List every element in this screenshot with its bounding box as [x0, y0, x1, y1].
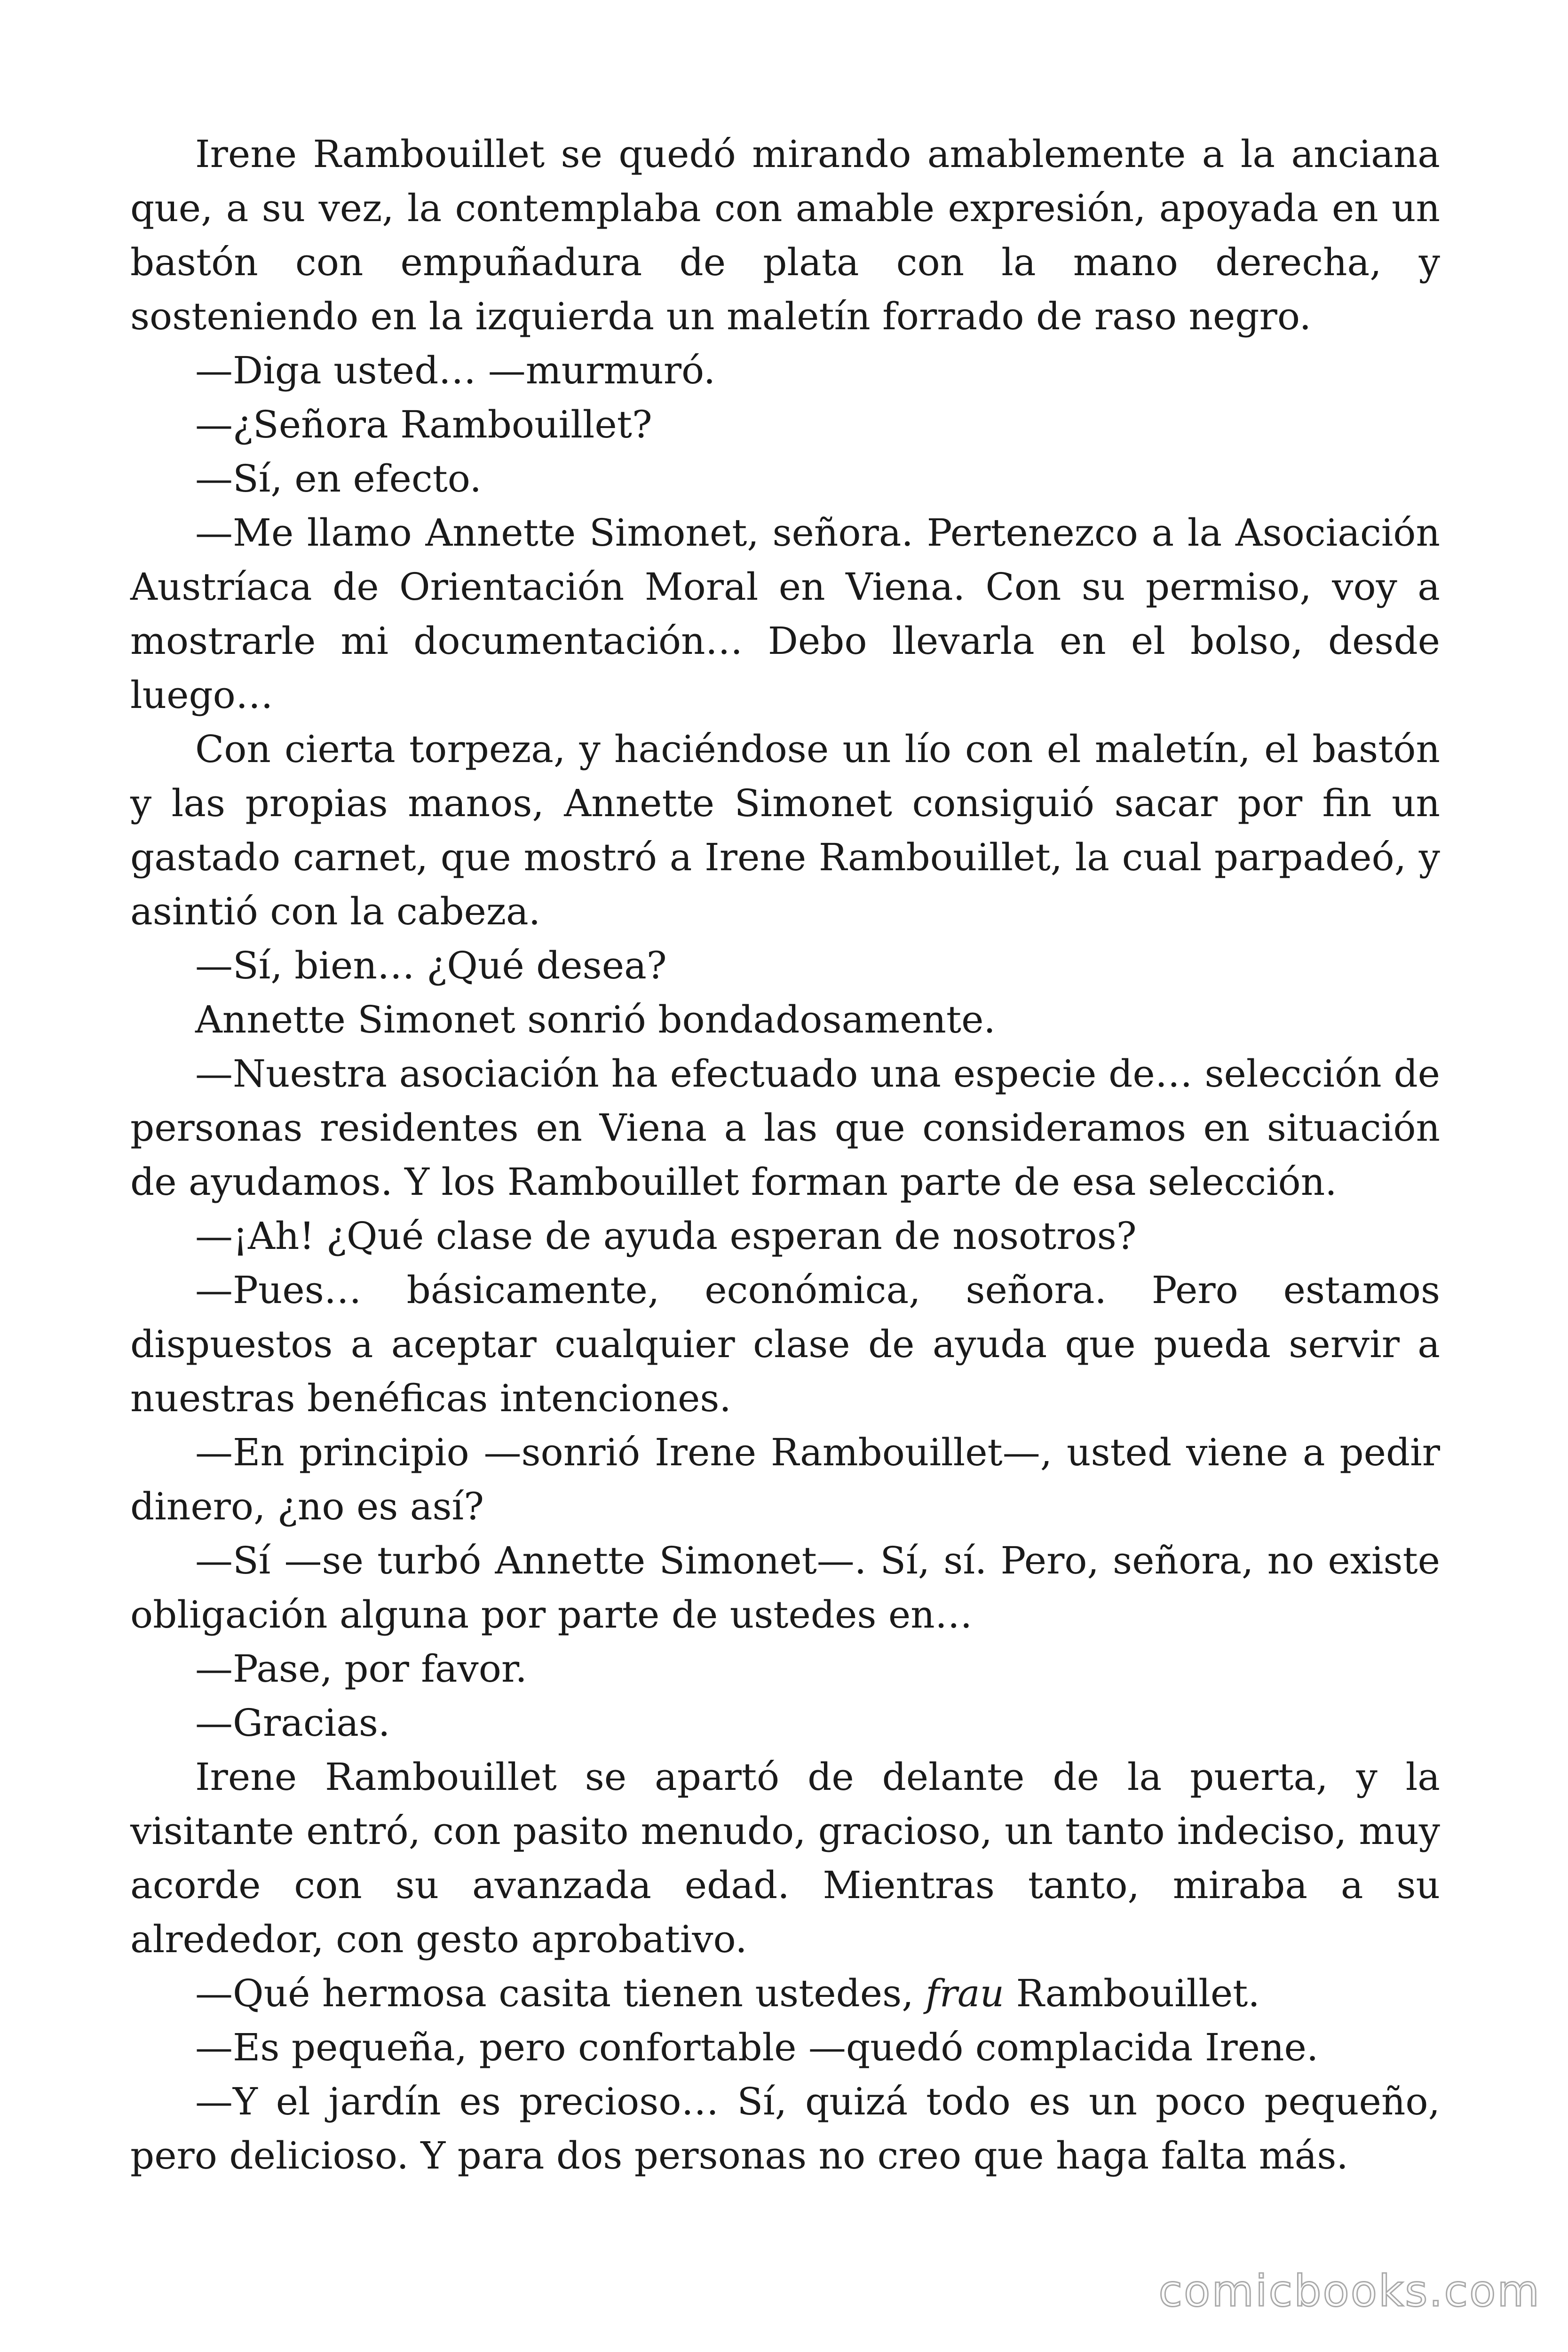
page-body — [130, 127, 1440, 2183]
paragraph: Irene Rambouillet se apartó de delante de la puerta, y la visitante entró, con pasito menudo, gracioso, un tanto indeciso, muy acorde con su avanzada edad. Mientras tanto, miraba a su alrededor, con gesto aprobativo. — [130, 1755, 1440, 1961]
watermark: comicbooks.com — [1158, 2266, 1541, 2316]
paragraph: Annette Simonet sonrió bondadosamente. — [195, 998, 996, 1041]
paragraph: —Qué hermosa casita tienen ustedes, frau Rambouillet. — [195, 1971, 1260, 2015]
paragraph: Irene Rambouillet se quedó mirando amablemente a la anciana que, a su vez, la contemplaba con amable expresión, apoyada en un bastón con empuñadura de plata con la mano derecha, y sosteniendo en la izquierda un maletín forrado de raso negro. — [130, 132, 1440, 338]
paragraph: —Sí —se turbó Annette Simonet—. Sí, sí. Pero, señora, no existe obligación alguna por parte de ustedes en… — [130, 1539, 1440, 1637]
paragraph: —¿Señora Rambouillet? — [195, 403, 652, 446]
paragraph: —Me llamo Annette Simonet, señora. Pertenezco a la Asociación Austríaca de Orientación Moral en Viena. Con su permiso, voy a mostrarle mi documentación… Debo llevarla en el bolso, desde luego… — [130, 511, 1440, 717]
paragraph: —En principio —sonrió Irene Rambouillet—, usted viene a pedir dinero, ¿no es así? — [130, 1430, 1440, 1528]
paragraph: —Y el jardín es precioso… Sí, quizá todo es un poco pequeño, pero delicioso. Y para dos personas no creo que haga falta más. — [130, 2080, 1440, 2177]
paragraph: —Gracias. — [195, 1701, 390, 1745]
paragraph: —Es pequeña, pero confortable —quedó complacida Irene. — [195, 2026, 1319, 2069]
paragraph: —Pues… básicamente, económica, señora. Pero estamos dispuestos a aceptar cualquier clase de ayuda que pueda servir a nuestras benéficas intenciones. — [130, 1268, 1440, 1420]
paragraph: Con cierta torpeza, y haciéndose un lío con el maletín, el bastón y las propias manos, Annette Simonet consiguió sacar por fin un gastado carnet, que mostró a Irene Rambouillet, la cual parpadeó, y asintió con la cabeza. — [130, 727, 1440, 933]
paragraph: —Sí, bien… ¿Qué desea? — [195, 944, 667, 987]
paragraph: —Diga usted… —murmuró. — [195, 349, 716, 392]
paragraph: —Sí, en efecto. — [195, 457, 482, 501]
paragraph: —¡Ah! ¿Qué clase de ayuda esperan de nosotros? — [195, 1214, 1137, 1258]
paragraph: —Pase, por favor. — [195, 1647, 527, 1691]
italic-word: frau — [926, 1971, 1005, 2015]
paragraph: —Nuestra asociación ha efectuado una especie de… selección de personas residentes en Viena a las que consideramos en situación de ayudamos. Y los Rambouillet forman parte de esa selección. — [130, 1052, 1440, 1204]
